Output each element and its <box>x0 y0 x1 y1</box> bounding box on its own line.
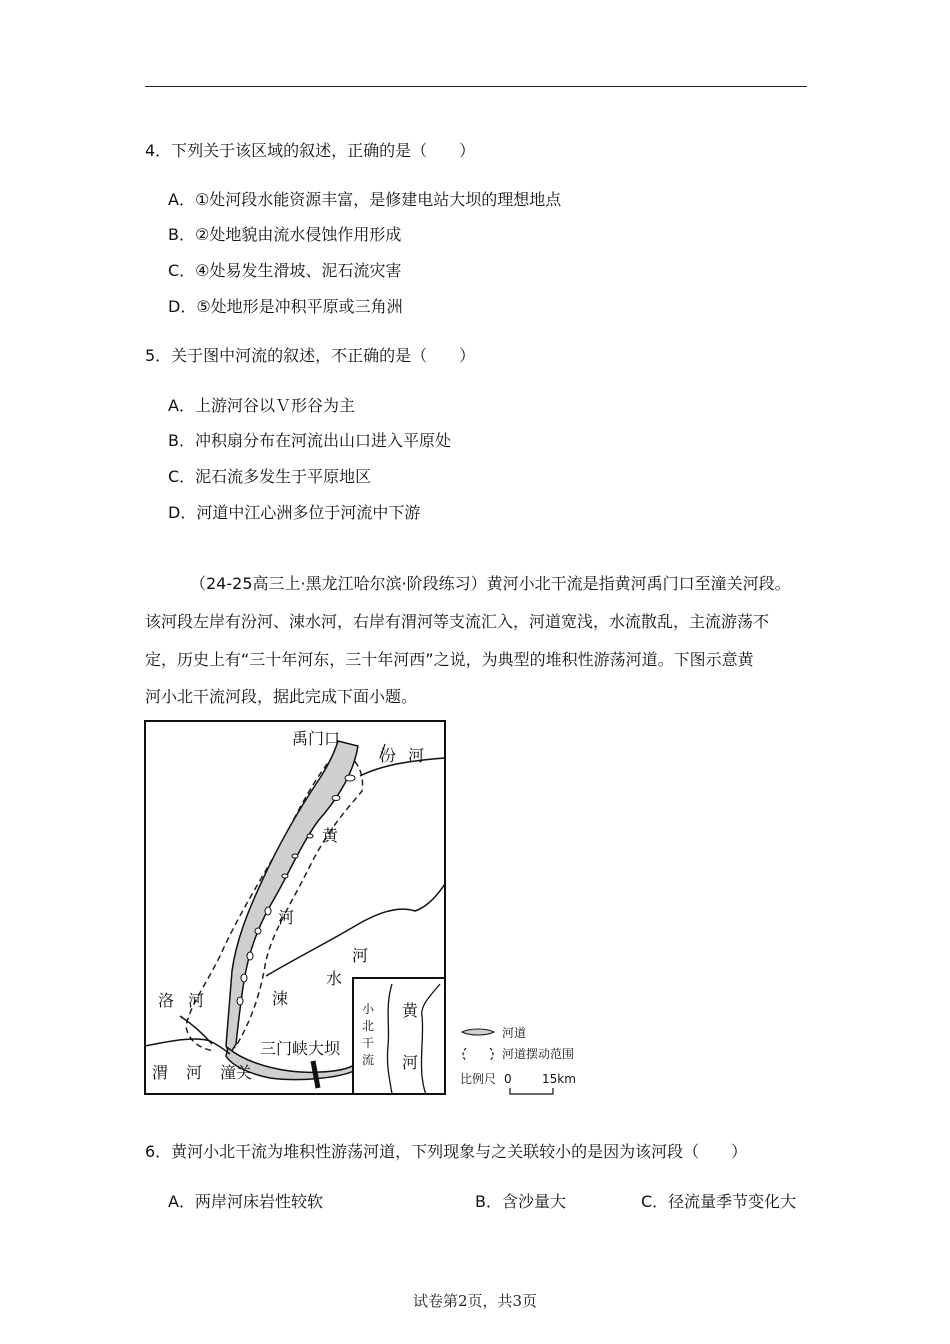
passage-line-1: （24-25高三上·黑龙江哈尔滨·阶段练习）黄河小北干流是指黄河禹门口至潼关河段。 <box>190 574 791 593</box>
label-luo-he: 河 <box>188 991 205 1010</box>
label-huang-he: 河 <box>278 908 295 927</box>
legend-channel: 河道 <box>502 1026 527 1040</box>
q4-stem: 4．下列关于该区域的叙述，正确的是（ ） <box>145 141 476 160</box>
label-tongguan: 潼关 <box>220 1063 253 1082</box>
legend-swing-icon <box>463 1048 493 1060</box>
inset-label-xiao: 小 <box>362 1002 375 1016</box>
header-rule <box>145 86 807 87</box>
label-su: 涑 <box>272 989 289 1008</box>
label-wei: 渭 <box>152 1063 169 1082</box>
label-sushui-he: 河 <box>352 946 369 965</box>
q4-option-b[interactable]: B．②处地貌由流水侵蚀作用形成 <box>168 225 402 244</box>
q4-option-c[interactable]: C．④处易发生滑坡、泥石流灾害 <box>168 261 402 280</box>
label-fen: 汾 <box>380 746 397 765</box>
label-luo: 洛 <box>158 991 175 1010</box>
q5-option-c[interactable]: C．泥石流多发生于平原地区 <box>168 467 372 486</box>
inset-label-liu: 流 <box>362 1053 375 1067</box>
q4-option-a[interactable]: A．①处河段水能资源丰富，是修建电站大坝的理想地点 <box>168 190 562 209</box>
q4-option-d[interactable]: D．⑤处地形是冲积平原或三角洲 <box>168 297 403 316</box>
yellow-river-map <box>140 716 590 1100</box>
inset-label-gan: 干 <box>362 1036 375 1050</box>
passage-line-3: 定，历史上有“三十年河东，三十年河西”之说，为典型的堆积性游荡河道。下图示意黄 <box>145 650 754 669</box>
legend-channel-icon <box>462 1029 494 1035</box>
q6-option-b[interactable]: B．含沙量大 <box>475 1192 566 1211</box>
q5-option-d[interactable]: D．河道中江心洲多位于河流中下游 <box>168 503 421 522</box>
label-yumenkou: 禹门口 <box>292 729 341 748</box>
inset-label-huang: 黄 <box>402 1001 419 1020</box>
inset-label-bei: 北 <box>362 1019 375 1033</box>
legend-scale-value: 15km <box>542 1072 576 1086</box>
label-huang: 黄 <box>322 826 339 845</box>
legend-scale-zero: 0 <box>504 1072 512 1086</box>
label-fen-he: 河 <box>408 746 425 765</box>
q6-option-a[interactable]: A．两岸河床岩性较软 <box>168 1192 323 1211</box>
q6-stem: 6．黄河小北干流为堆积性游荡河道，下列现象与之关联较小的是因为该河段（ ） <box>145 1142 748 1161</box>
page-footer: 试卷第2页，共3页 <box>412 1292 538 1310</box>
q6-option-c[interactable]: C．径流量季节变化大 <box>641 1192 797 1211</box>
inset-label-he: 河 <box>402 1053 419 1072</box>
q5-option-b[interactable]: B．冲积扇分布在河流出山口进入平原处 <box>168 431 451 450</box>
legend-scale-bar <box>510 1088 553 1094</box>
q5-stem: 5．关于图中河流的叙述，不正确的是（ ） <box>145 346 476 365</box>
passage-line-2: 该河段左岸有汾河、涑水河，右岸有渭河等支流汇入，河道宽浅，水流散乱，主流游荡不 <box>145 612 770 631</box>
passage-line-4: 河小北干流河段，据此完成下面小题。 <box>145 687 418 706</box>
q5-option-a[interactable]: A．上游河谷以Ｖ形谷为主 <box>168 396 355 415</box>
legend-swing-range: 河道摆动范围 <box>502 1047 575 1061</box>
legend-scale-label: 比例尺 <box>460 1072 497 1086</box>
label-wei-he: 河 <box>186 1063 203 1082</box>
label-sanmenxia: 三门峡大坝 <box>260 1039 341 1058</box>
label-shui: 水 <box>326 969 343 988</box>
